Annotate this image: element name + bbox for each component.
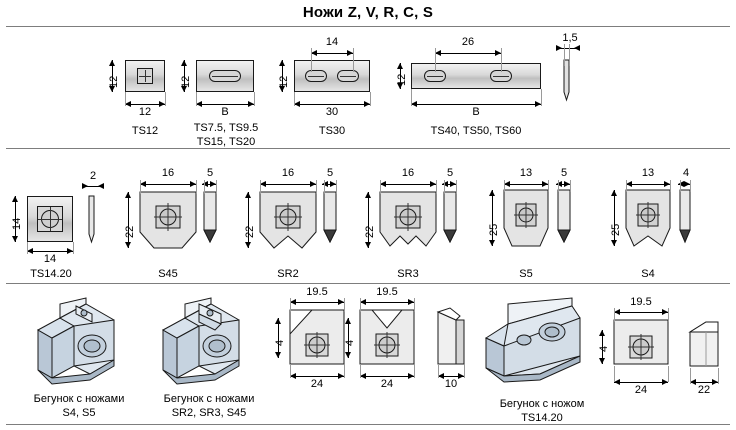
dim-ts30-width: 30 [325,106,339,118]
dim-insert-c-width: 19.5 [630,296,652,308]
label-sr2: SR2 [277,268,299,280]
divider-row2 [6,283,730,284]
dim-sr2-thickness: 5 [326,167,334,179]
dim-s4-width: 13 [641,167,655,179]
label-ts40-50-60: TS40, TS50, TS60 [430,125,522,137]
dim-ts12-width: 12 [138,106,152,118]
dim-sr3-width: 16 [401,167,415,179]
dim-ts30-height: 12 [278,75,290,88]
dim-ts40-height: 12 [396,73,408,86]
dim-thickness-1-5: 1,5 [562,32,578,44]
dim-insert-c-height: 4 [598,345,610,352]
divider-row1 [6,148,730,149]
label-sr3: SR3 [397,268,419,280]
dim-sr2-height: 22 [244,225,256,238]
label-begunok-s4-s5-line2: S4, S5 [62,407,96,419]
label-s5: S5 [519,268,533,280]
label-s4: S4 [641,268,655,280]
divider-top [6,26,730,27]
dim-ts7595-height: 12 [180,75,192,88]
label-ts30: TS30 [318,125,346,137]
dim-ts40-hole-spacing: 26 [461,36,475,48]
dim-insert-a-width: 19.5 [306,286,328,298]
dim-s5-height: 25 [488,223,500,236]
dim-ts1420-height: 14 [11,217,23,230]
dim-ts30-hole-spacing: 14 [325,36,339,48]
dim-insert-22: 22 [697,384,711,396]
dim-insert-b-width: 19.5 [376,286,398,298]
dim-sr3-height: 22 [364,225,376,238]
label-begunok-ts1420-line2: TS14.20 [521,412,563,424]
label-begunok-ts1420-line1: Бегунок с ножом [499,398,585,410]
dim-insert-c-base: 24 [634,384,648,396]
dim-insert-10: 10 [444,378,458,390]
dim-sr2-width: 16 [281,167,295,179]
label-s45: S45 [158,268,178,280]
dim-s4-height: 25 [610,223,622,236]
dim-s5-width: 13 [519,167,533,179]
divider-bottom [6,424,730,425]
dim-ts12-height: 12 [108,75,120,88]
dim-sr3-thickness: 5 [446,167,454,179]
label-begunok-sr2-line2: SR2, SR3, S45 [171,407,247,419]
dim-ts1420-thickness: 2 [89,170,97,182]
label-ts7595-line1: TS7.5, TS9.5 [193,122,259,134]
dim-insert-a-base: 24 [310,378,324,390]
label-ts1420: TS14.20 [30,268,72,280]
dim-s45-height: 22 [124,225,136,238]
dim-s4-thickness: 4 [682,167,690,179]
dim-ts7595-width: B [221,106,229,118]
label-ts7595-line2: TS15, TS20 [196,136,256,148]
page-title: Ножи Z, V, R, C, S [302,4,434,21]
dim-s45-thickness: 5 [206,167,214,179]
dim-s5-thickness: 5 [560,167,568,179]
dim-insert-b-height: 4 [344,339,356,346]
dim-s45-width: 16 [161,167,175,179]
dim-ts1420-width: 14 [43,253,57,265]
label-ts12: TS12 [131,125,159,137]
dim-insert-a-height: 4 [274,339,286,346]
dim-ts40-width: B [472,106,480,118]
dim-insert-b-base: 24 [380,378,394,390]
label-begunok-sr2-line1: Бегунок с ножами [163,393,255,405]
label-begunok-s4-s5-line1: Бегунок с ножами [33,393,125,405]
